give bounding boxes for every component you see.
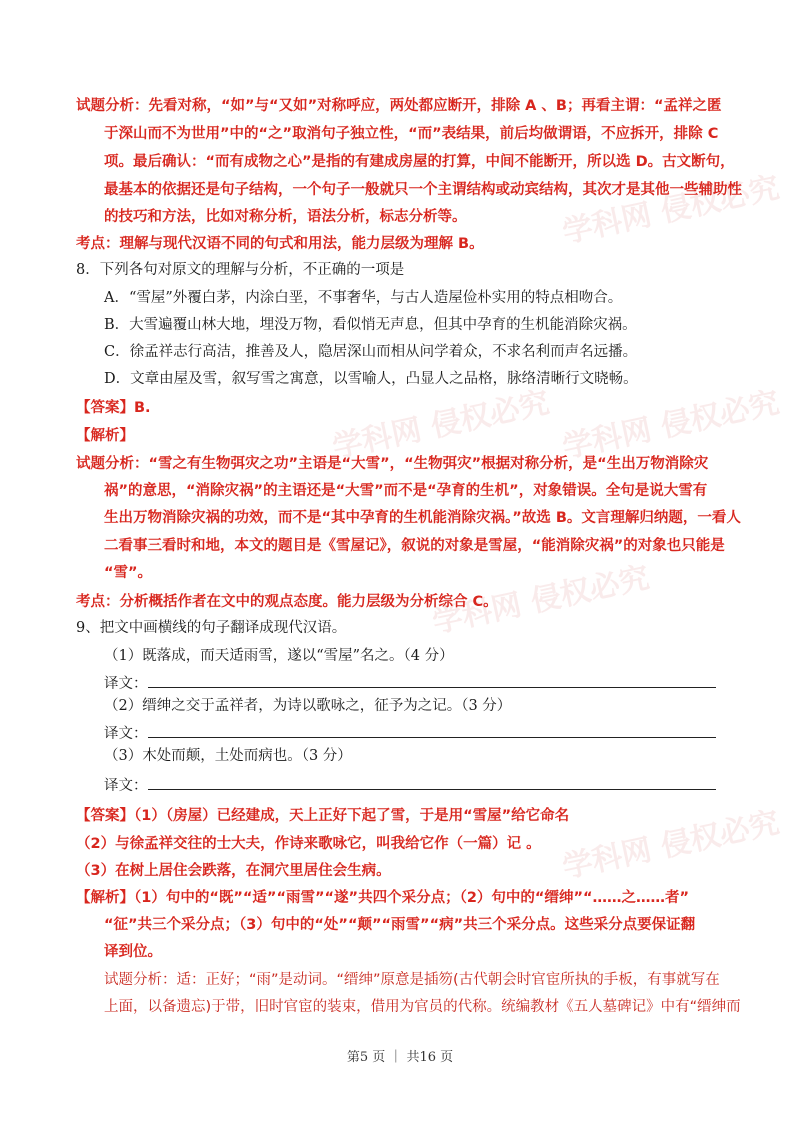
watermark: 学科网 侵权必究	[559, 385, 783, 466]
analysis-line: 的技巧和方法，比如对称分析，语法分析，标志分析等。	[104, 209, 467, 225]
analysis-line: 上面，以备遗忘)于带，旧时官宦的装束，借用为官员的代称。统编教材《五人墓碑记》中有“缙绅而	[104, 999, 741, 1015]
analysis-line: 试题分析：“雪之有生物弭灾之功”主语是“大雪”，“生物弭灾”根据对称分析，是“生出万物消除灾	[76, 456, 709, 472]
knowledge-point: 考点：分析概括作者在文中的观点态度。能力层级为分析综合 C。	[76, 594, 498, 610]
option-d: D．文章由屋及雪，叙写雪之寓意，以雪喻人，凸显人之品格，脉络清晰行文晓畅。	[104, 371, 638, 387]
analysis-line: 试题分析：先看对称，“如”与“又如”对称呼应，两处都应断开，排除 A 、B；再看主谓：“孟祥之匿	[76, 98, 722, 114]
translation-label	[104, 774, 716, 796]
answer-line: （2）与徐孟祥交往的士大夫，作诗来歌咏它，叫我给它作（一篇）记 。	[76, 836, 541, 852]
analysis-label: 【解析】	[76, 428, 134, 444]
analysis-text: （1）句中的“既”“适”“雨雪”“遂”共四个采分点；（2）句中的“缙绅”“……之……者”	[134, 890, 690, 906]
answer-blank[interactable]	[148, 672, 716, 688]
analysis-line	[76, 888, 689, 908]
translation-prefix: 译文：	[104, 726, 148, 742]
option-a: A．“雪屋”外覆白茅，内涂白垩，不事奢华，与古人造屋俭朴实用的特点相吻合。	[104, 290, 623, 306]
sub-question-2: （2）缙绅之交于孟祥者，为诗以歌咏之，征予为之记。（3 分）	[104, 698, 512, 714]
knowledge-point: 考点：理解与现代汉语不同的句式和用法，能力层级为理解 B。	[76, 236, 484, 252]
answer-label: 【答案】	[76, 808, 134, 824]
answer-blank[interactable]	[148, 722, 716, 738]
answer-line: （3）在树上居住会跌落，在洞穴里居住会生病。	[76, 863, 391, 879]
question-9-stem: 9、把文中画横线的句子翻译成现代汉语。	[76, 620, 347, 636]
option-b: B．大雪遍覆山林大地，埋没万物，看似悄无声息，但其中孕育的生机能消除灾祸。	[104, 317, 637, 333]
analysis-line: 译到位。	[104, 944, 162, 960]
translation-prefix: 译文：	[104, 676, 148, 692]
watermark: 学科网 侵权必究	[429, 560, 653, 641]
analysis-line: 于深山而不为世用”中的“之”取消句子独立性，“而”表结果，前后均做谓语，不应拆开，排除 C	[104, 126, 719, 142]
translation-label	[104, 722, 716, 744]
analysis-label: 【解析】	[76, 890, 134, 906]
analysis-line: 项。最后确认：“而有成物之心”是指的有建成房屋的打算，中间不能断开，所以选 D。古文断句，	[104, 154, 735, 170]
option-c: C．徐孟祥志行高洁，推善及人，隐居深山而相从问学着众，不求名利而声名远播。	[104, 344, 638, 360]
analysis-line: “雪”。	[104, 565, 153, 581]
question-8-stem: 8．下列各句对原文的理解与分析，不正确的一项是	[76, 262, 405, 278]
answer-text: （1）（房屋）已经建成，天上正好下起了雪，于是用“雪屋”给它命名	[134, 808, 570, 824]
analysis-line: 生出万物消除灾祸的功效，而不是“其中孕育的生机能消除灾祸。”故选 B。文言理解归纳题，一看人	[104, 510, 741, 526]
analysis-line: 二看事三看时和地，本文的题目是《雪屋记》，叙说的对象是雪屋，“能消除灾祸”的对象也只能是	[104, 538, 725, 554]
analysis-line: 祸”的意思，“消除灾祸”的主语还是“大雪”而不是“孕育的生机”，对象错误。全句是说大雪有	[104, 483, 708, 499]
answer-blank[interactable]	[148, 774, 716, 790]
watermark: 学科网 侵权必究	[329, 385, 553, 466]
analysis-line: “征”共三个采分点；（3）句中的“处”“颠”“雨雪”“病”共三个采分点。这些采分点要保证翻	[104, 917, 696, 933]
watermark: 学科网 侵权必究	[559, 170, 783, 251]
translation-label	[104, 672, 716, 694]
watermark: 学科网 侵权必究	[559, 805, 783, 886]
analysis-line: 最基本的依据还是句子结构，一个句子一般就只一个主谓结构或动宾结构，其次才是其他一些辅助性	[104, 182, 742, 198]
answer-label: 【答案】B.	[76, 400, 151, 416]
answer-line	[76, 806, 569, 826]
translation-prefix: 译文：	[104, 778, 148, 794]
page-footer: 第5 页 ｜ 共16 页	[346, 1050, 454, 1065]
sub-question-3: （3）木处而颠，土处而病也。（3 分）	[104, 748, 352, 764]
sub-question-1: （1）既落成，而天适雨雪，遂以“雪屋”名之。（4 分）	[104, 648, 454, 664]
analysis-line: 试题分析：适：正好；“雨”是动词。“缙绅”原意是插笏(古代朝会时官宦所执的手板，有事就写在	[104, 972, 720, 988]
